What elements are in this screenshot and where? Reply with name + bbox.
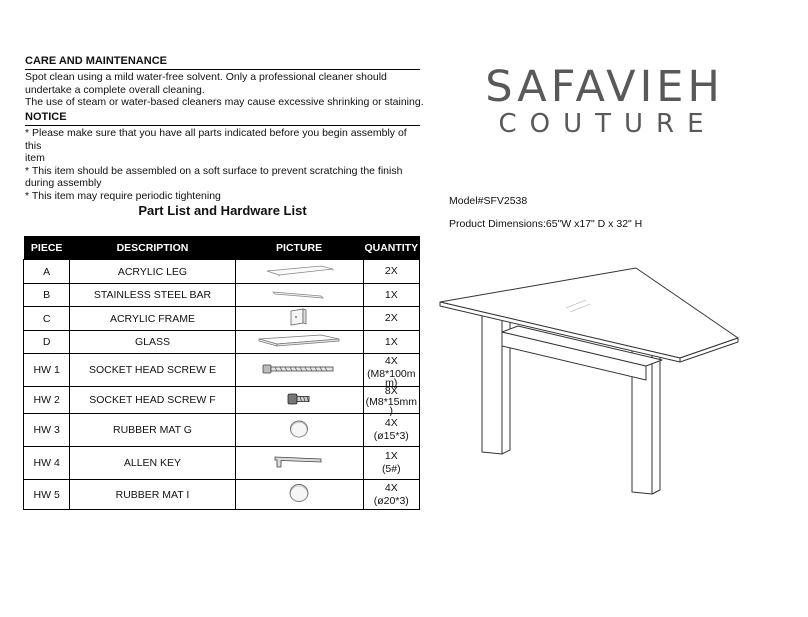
quantity-spec: (ø15*3) <box>373 430 409 442</box>
brand-subname: COUTURE <box>498 109 717 139</box>
quantity-spec-end: m) <box>385 376 398 389</box>
table-row <box>24 307 420 331</box>
picture-cell <box>235 480 363 510</box>
quantity-spec-end: ) <box>389 405 394 417</box>
description-cell: RUBBER MAT G <box>70 414 235 447</box>
table-row <box>24 260 420 284</box>
quantity-cell <box>363 354 419 387</box>
quantity-cell <box>363 447 419 480</box>
quantity-count: 1X <box>384 288 398 301</box>
notice-text <box>25 127 425 203</box>
description-cell: ACRYLIC FRAME <box>70 307 235 331</box>
notice-line: * This item should be assembled on a soft surface to prevent scratching the finish <box>25 164 403 177</box>
rubber-mat-small-icon <box>287 417 311 441</box>
quantity-cell <box>363 480 419 510</box>
short-screw-icon <box>286 392 312 406</box>
piece-cell: HW 5 <box>24 480 70 510</box>
header-description: DESCRIPTION <box>70 236 235 260</box>
quantity-cell <box>363 260 419 284</box>
table-row <box>24 331 420 354</box>
notice-line: * Please make sure that you have all parts indicated before you begin assembly of this <box>25 127 407 152</box>
steel-bar-icon <box>269 287 329 301</box>
description-cell: STAINLESS STEEL BAR <box>70 284 235 307</box>
description-cell: ALLEN KEY <box>70 447 235 480</box>
care-line: The use of steam or water-based cleaners may cause excessive shrinking or staining. <box>25 96 424 109</box>
piece-cell: HW 4 <box>24 447 70 480</box>
picture-cell <box>235 447 363 480</box>
notice-heading: NOTICE <box>25 111 420 126</box>
picture-cell <box>235 284 363 307</box>
picture-cell <box>235 387 363 414</box>
quantity-count: 4X <box>384 481 398 494</box>
table-row <box>24 387 420 414</box>
console-table-illustration <box>436 262 746 502</box>
care-line: undertake a complete overall cleaning. <box>25 83 205 96</box>
notice-line: during assembly <box>25 177 102 190</box>
table-row <box>24 354 420 387</box>
quantity-cell <box>363 284 419 307</box>
table-row <box>24 284 420 307</box>
quantity-cell <box>363 331 419 354</box>
part-list-title: Part List and Hardware List <box>138 203 307 218</box>
picture-cell <box>235 307 363 331</box>
quantity-count: 4X <box>384 354 398 367</box>
description-cell: SOCKET HEAD SCREW F <box>70 387 235 414</box>
rubber-mat-large-icon <box>287 481 311 505</box>
quantity-count: 4X <box>384 417 398 429</box>
quantity-count: 8X <box>384 385 398 397</box>
allen-key-icon <box>271 453 327 471</box>
quantity-count: 2X <box>384 312 398 324</box>
care-heading: CARE AND MAINTENANCE <box>25 55 420 70</box>
picture-cell <box>235 331 363 354</box>
quantity-count: 1X <box>384 450 398 462</box>
piece-cell: HW 2 <box>24 387 70 414</box>
header-quantity: QUANTITY <box>363 236 419 260</box>
picture-cell <box>235 414 363 447</box>
description-cell: ACRYLIC LEG <box>70 260 235 284</box>
piece-cell: D <box>24 331 70 354</box>
piece-cell: HW 1 <box>24 354 70 387</box>
table-row <box>24 447 420 480</box>
quantity-spec: (ø20*3) <box>373 494 409 507</box>
table-header-row <box>24 236 420 260</box>
quantity-spec: (M8*15mm <box>365 396 417 408</box>
description-cell: SOCKET HEAD SCREW E <box>70 354 235 387</box>
picture-cell <box>235 260 363 284</box>
long-screw-icon <box>261 362 337 376</box>
quantity-cell <box>363 307 419 331</box>
table-row <box>24 414 420 447</box>
table-row <box>24 480 420 510</box>
notice-line: * This item may require periodic tightening <box>25 189 221 202</box>
quantity-spec: (5#) <box>381 463 401 475</box>
piece-cell: B <box>24 284 70 307</box>
brand-name: SAFAVIEH <box>485 62 724 112</box>
description-cell: RUBBER MAT I <box>70 480 235 510</box>
header-piece: PIECE <box>24 236 70 260</box>
care-line: Spot clean using a mild water-free solvent. Only a professional cleaner should <box>25 71 387 83</box>
quantity-count: 1X <box>384 335 398 348</box>
care-text <box>25 71 425 109</box>
product-dimensions: Product Dimensions:65"W x17" D x 32" H <box>449 218 643 230</box>
brand-logo <box>482 64 727 138</box>
quantity-count: 2X <box>384 265 398 277</box>
model-number: Model#SFV2538 <box>449 195 528 207</box>
quantity-cell <box>363 414 419 447</box>
picture-cell <box>235 354 363 387</box>
glass-icon <box>251 333 347 349</box>
piece-cell: A <box>24 260 70 284</box>
quantity-spec: (M8*100m <box>367 367 416 380</box>
description-cell: GLASS <box>70 331 235 354</box>
parts-table <box>23 236 420 510</box>
quantity-cell <box>363 385 419 417</box>
header-picture: PICTURE <box>235 236 363 260</box>
piece-cell: HW 3 <box>24 414 70 447</box>
acrylic-frame-icon <box>287 307 311 327</box>
notice-line: item <box>25 152 45 165</box>
piece-cell: C <box>24 307 70 331</box>
acrylic-leg-icon <box>259 262 339 278</box>
